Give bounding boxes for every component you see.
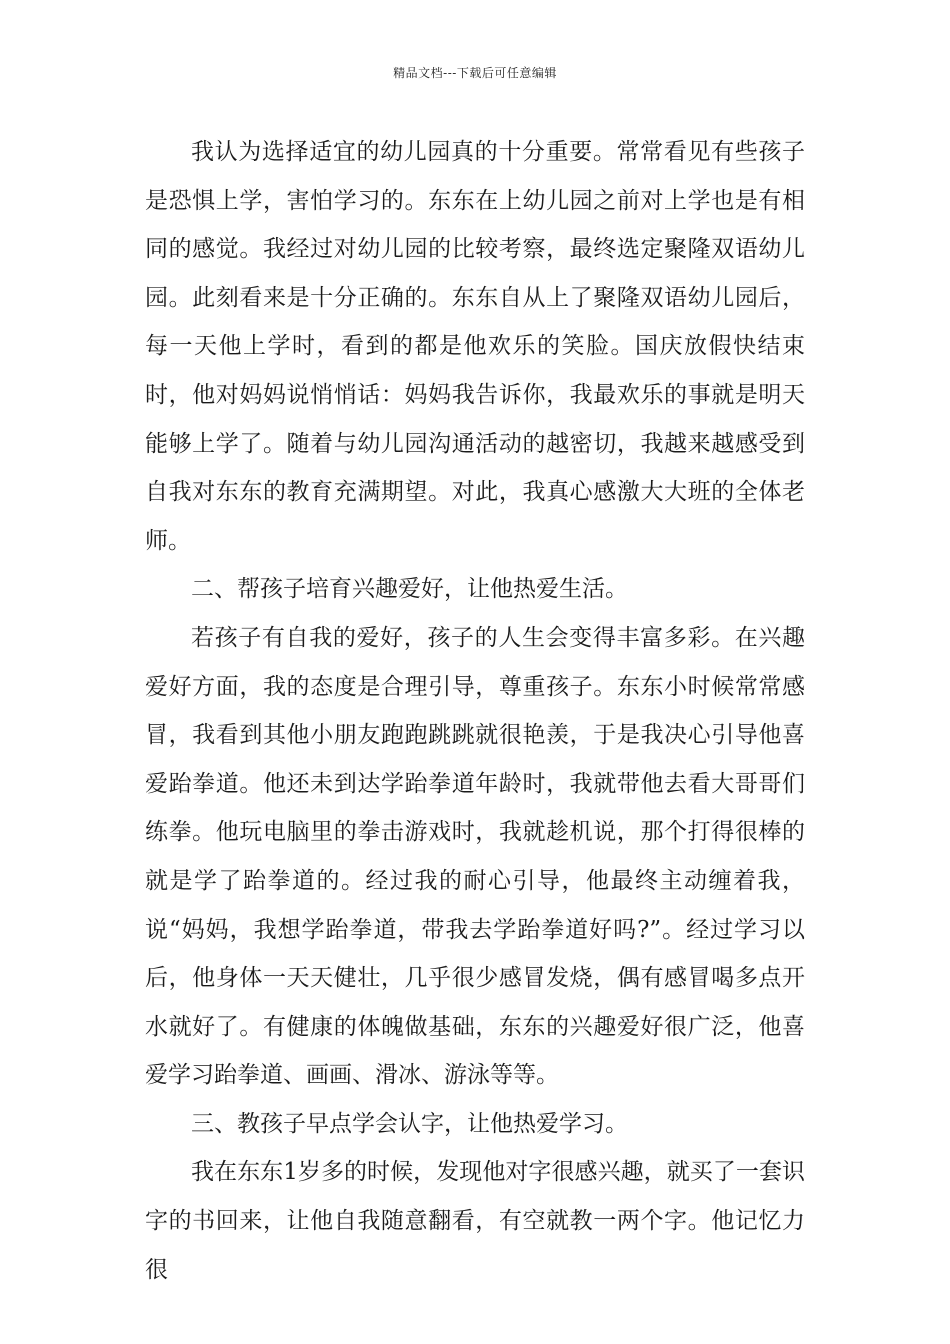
document-body	[145, 128, 805, 1294]
section-heading-3: 三、教孩子早点学会认字，让他热爱学习。	[191, 1110, 628, 1137]
page-header: 精品文档---下载后可任意编辑	[393, 66, 557, 80]
paragraph-reading: 我在东东1岁多的时候，发现他对字很感兴趣，就买了一套识字的书回来，让他自我随意翻看，有空就教一两个字。他记忆力很	[145, 1159, 805, 1283]
paragraph-intro: 我认为选择适宜的幼儿园真的十分重要。常常看见有些孩子是恐惧上学，害怕学习的。东东在上幼儿园之前对上学也是有相同的感觉。我经过对幼儿园的比较考察，最终选定聚隆双语幼儿园。此刻看来是十分正确的。东东自从上了聚隆双语幼儿园后，每一天他上学时，看到的都是他欢乐的笑脸。国庆放假快结束时，他对妈妈说悄悄话：妈妈我告诉你，我最欢乐的事就是明天能够上学了。随着与幼儿园沟通活动的越密切，我越来越感受到自我对东东的教育充满期望。对此，我真心感激大大班的全体老师。	[145, 139, 805, 554]
section-heading-2: 二、帮孩子培育兴趣爱好，让他热爱生活。	[191, 576, 628, 603]
paragraph-hobbies: 若孩子有自我的爱好，孩子的人生会变得丰富多彩。在兴趣爱好方面，我的态度是合理引导，尊重孩子。东东小时候常常感冒，我看到其他小朋友跑跑跳跳就很艳羡，于是我决心引导他喜爱跆拳道。他还未到达学跆拳道年龄时，我就带他去看大哥哥们练拳。他玩电脑里的拳击游戏时，我就趁机说，那个打得很棒的就是学了跆拳道的。经过我的耐心引导，他最终主动缠着我，说“妈妈，我想学跆拳道，带我去学跆拳道好吗?”。经过学习以后，他身体一天天健壮，几乎很少感冒发烧，偶有感冒喝多点开水就好了。有健康的体魄做基础，东东的兴趣爱好很广泛，他喜爱学习跆拳道、画画、滑冰、游泳等等。	[145, 624, 805, 1089]
